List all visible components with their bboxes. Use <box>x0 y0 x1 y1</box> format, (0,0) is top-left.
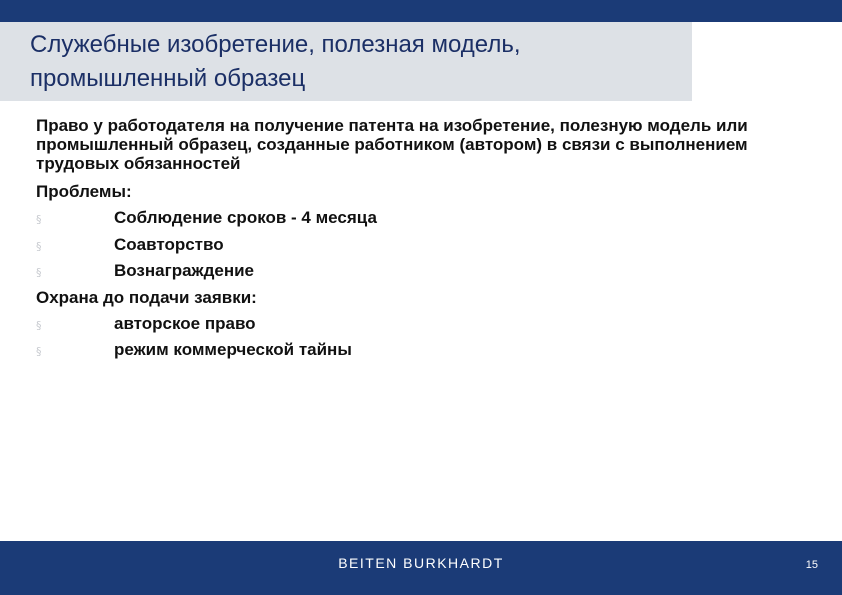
page-number: 15 <box>805 559 818 571</box>
bullet-icon: § <box>36 318 42 332</box>
bullet-icon: § <box>36 345 42 358</box>
top-bar <box>0 0 842 22</box>
slide-title: Служебные изобретение, полезная модель, промышленный образец <box>30 31 521 92</box>
list-item <box>36 314 796 341</box>
intro-paragraph: Право у работодателя на получение патента на изобретение, полезную модель или промышленный образец, созданные работником (автором) в связи с выполнением трудовых обязанностей <box>36 116 748 173</box>
list-item-text: Вознаграждение <box>114 261 255 280</box>
list-item <box>36 208 796 235</box>
protection-heading: Охрана до подачи заявки: <box>36 287 257 307</box>
list-item <box>36 340 796 367</box>
list-item <box>36 261 796 288</box>
brand-logo: BEITEN BURKHARDT <box>338 555 504 571</box>
list-item-text: Соблюдение сроков - 4 месяца <box>114 208 377 227</box>
footer-bar <box>0 541 842 595</box>
problems-heading: Проблемы: <box>36 182 132 201</box>
bullet-icon: § <box>36 239 42 253</box>
list-item-text: режим коммерческой тайны <box>114 340 352 359</box>
list-item <box>36 235 796 262</box>
list-item-text: авторское право <box>114 313 256 333</box>
list-item-text: Соавторство <box>114 234 224 254</box>
slide-content <box>36 116 796 367</box>
bullet-icon: § <box>36 213 42 226</box>
bullet-icon: § <box>36 266 42 279</box>
